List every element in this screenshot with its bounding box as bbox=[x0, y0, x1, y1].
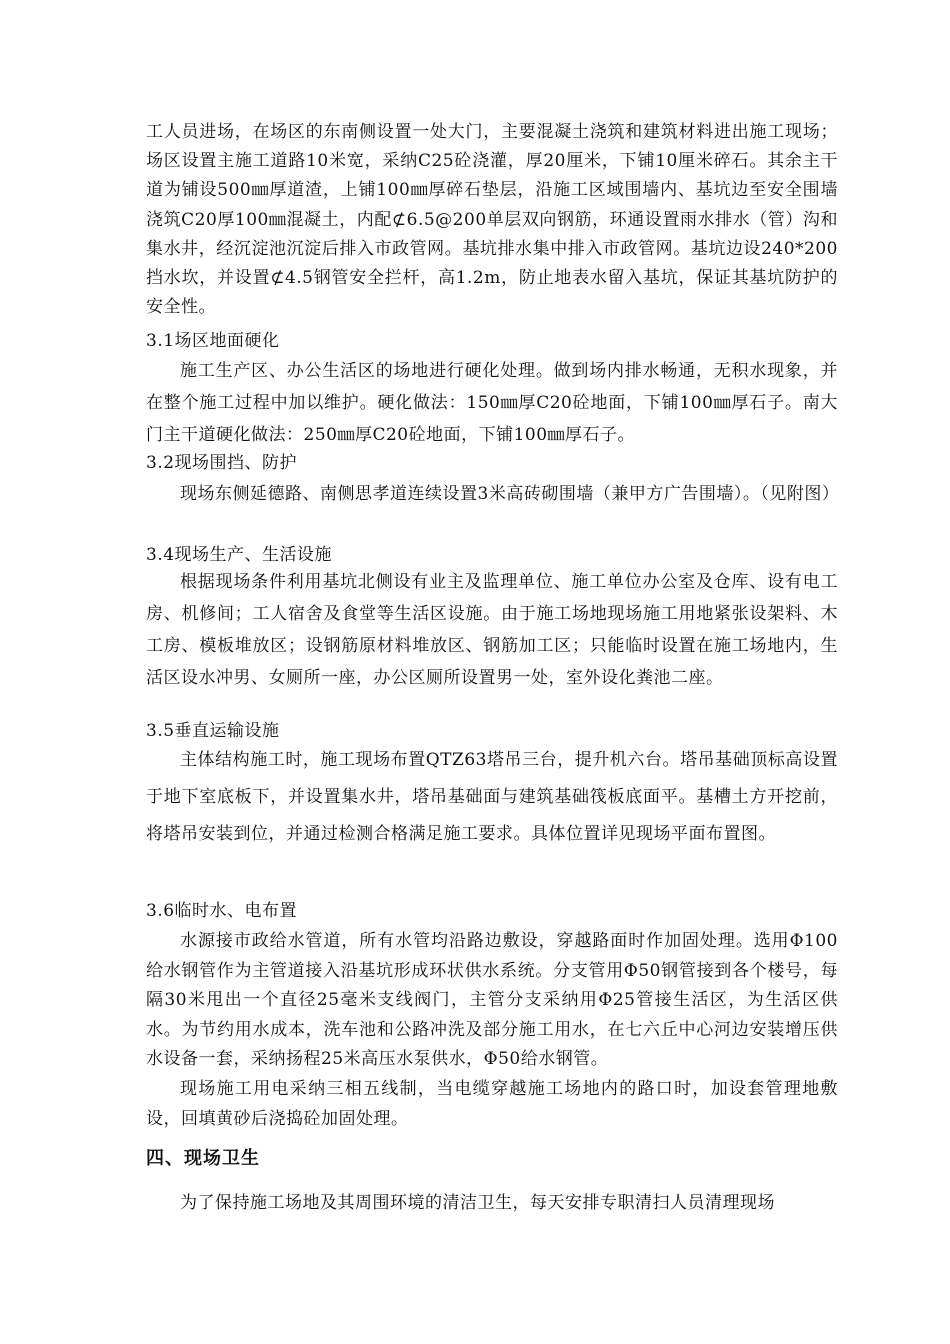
intro-paragraph: 工人员进场，在场区的东南侧设置一处大门，主要混凝土浇筑和建筑材料进出施工现场；场区设置主施工道路10米宽，采纳C25砼浇灌，厚20厘米，下铺10厘米碎石。其余主干道为铺设500㎜厚道渣，上铺100㎜厚碎石垫层，沿施工区域围墙内、基坑边至安全围墙浇筑C20厚100㎜混凝土，内配⊄6.5@200单层双向钢筋，环通设置雨水排水（管）沟和集水井，经沉淀池沉淀后排入市政管网。基坑排水集中排入市政管网。基坑边设240*200挡水坎，并设置⊄4.5钢管安全拦杆，高1.2m，防止地表水留入基坑，保证其基坑防护的安全性。 bbox=[146, 122, 838, 318]
section-3-6-heading: 3.6临时水、电布置 bbox=[146, 901, 298, 921]
section-3-5-heading: 3.5垂直运输设施 bbox=[146, 721, 280, 741]
chapter-4-heading: 四、现场卫生 bbox=[146, 1148, 260, 1169]
section-3-2-paragraph: 现场东侧延德路、南侧思孝道连续设置3米高砖砌围墙（兼甲方广告围墙）。（见附图） bbox=[180, 484, 840, 504]
section-3-5-paragraph: 主体结构施工时，施工现场布置QTZ63塔吊三台，提升机六台。塔吊基础顶标高设置于地下室底板下，并设置集水井，塔吊基础面与建筑基础筏板底面平。基槽土方开挖前，将塔吊安装到位，并通过检测合格满足施工要求。具体位置详见现场平面布置图。 bbox=[146, 750, 838, 844]
section-3-6-water-paragraph: 水源接市政给水管道，所有水管均沿路边敷设，穿越路面时作加固处理。选用Φ100给水钢管作为主管道接入沿基坑形成环状供水系统。分支管用Φ50钢管接到各个楼号，每隔30米甩出一个直径25毫米支线阀门，主管分支采纳用Φ25管接生活区，为生活区供水。为节约用水成本，洗车池和公路冲洗及部分施工用水，在七六丘中心河边安装增压供水设备一套，采纳扬程25米高压水泵供水，Φ50给水钢管。 bbox=[146, 931, 838, 1069]
section-3-1-paragraph: 施工生产区、办公生活区的场地进行硬化处理。做到场内排水畅通，无积水现象，并在整个施工过程中加以维护。硬化做法：150㎜厚C20砼地面，下铺100㎜厚石子。南大门主干道硬化做法：250㎜厚C20砼地面，下铺100㎜厚石子。 bbox=[146, 361, 838, 445]
section-3-6-power-paragraph: 现场施工用电采纳三相五线制，当电缆穿越施工场地内的路口时，加设套管理地敷设，回填黄砂后浇捣砼加固处理。 bbox=[146, 1079, 838, 1129]
section-3-4-heading: 3.4现场生产、生活设施 bbox=[146, 545, 333, 565]
section-3-2-heading: 3.2现场围挡、防护 bbox=[146, 453, 298, 473]
chapter-4-paragraph: 为了保持施工场地及其周围环境的清洁卫生，每天安排专职清扫人员清理现场 bbox=[180, 1193, 775, 1213]
section-3-4-paragraph: 根据现场条件利用基坑北侧设有业主及监理单位、施工单位办公室及仓库、设有电工房、机修间；工人宿舍及食堂等生活区设施。由于施工场地现场施工用地紧张设架料、木工房、模板堆放区；设钢筋原材料堆放区、钢筋加工区；只能临时设置在施工场地内，生活区设水冲男、女厕所一座，办公区厕所设置男一处，室外设化粪池二座。 bbox=[146, 572, 838, 688]
section-3-1-heading: 3.1场区地面硬化 bbox=[146, 331, 280, 351]
